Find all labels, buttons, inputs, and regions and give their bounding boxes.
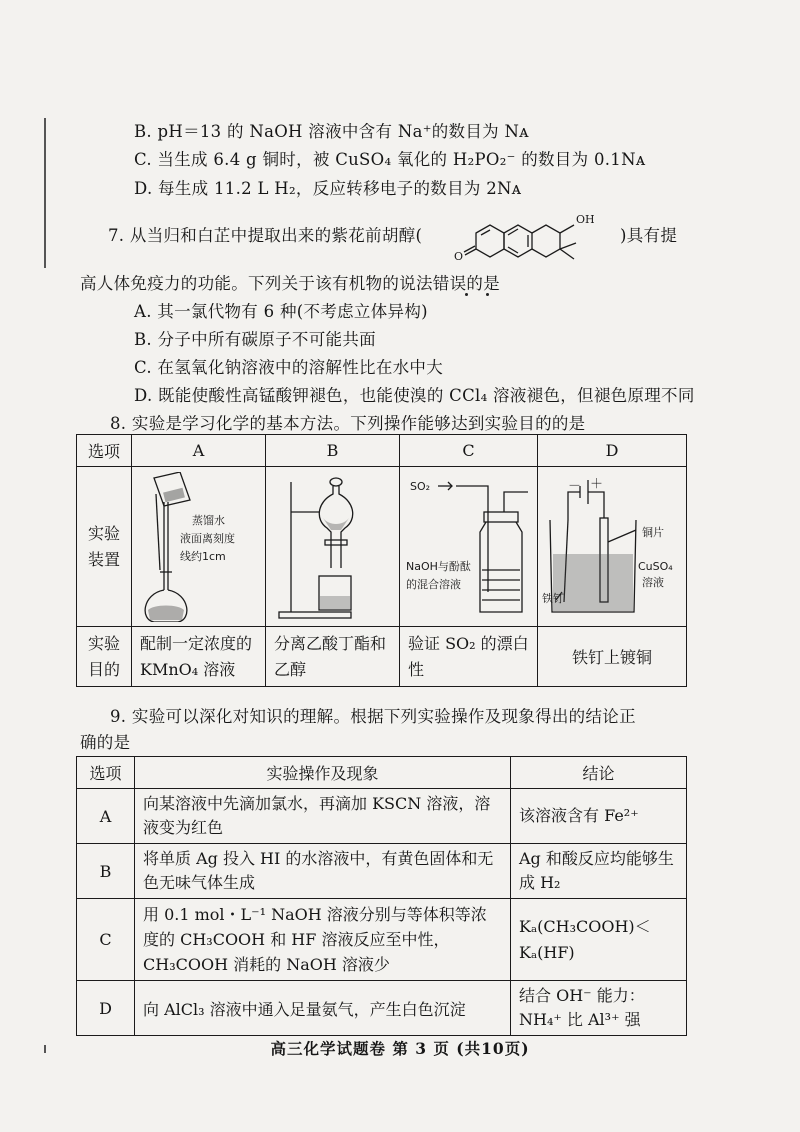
apparatus-d-solution-label2: 溶液 bbox=[642, 575, 664, 589]
table-header-cell: 结论 bbox=[511, 757, 687, 789]
q7-option-d: D. 既能使酸性高锰酸钾褪色，也能使溴的 CCl₄ 溶液褪色，但褪色原理不同 bbox=[134, 386, 695, 405]
emphasis-dot bbox=[465, 293, 468, 296]
apparatus-d-nail-label: 铁钉 bbox=[542, 591, 564, 605]
carbonyl-oxygen-label: O bbox=[454, 250, 464, 263]
operation-cell: 向某溶液中先滴加氯水，再滴加 KSCN 溶液，溶液变为红色 bbox=[135, 789, 511, 844]
table-row bbox=[77, 789, 687, 844]
table-header-cell: A bbox=[132, 435, 266, 467]
molecule-structure-figure bbox=[446, 203, 626, 263]
option-cell: D bbox=[77, 981, 135, 1036]
apparatus-d-cell bbox=[538, 467, 687, 627]
volumetric-flask-figure bbox=[134, 472, 264, 622]
q6-option-d: D. 每生成 11.2 L H₂，反应转移电子的数目为 2Nᴀ bbox=[134, 179, 522, 198]
q9-stem-line1: 9. 实验可以深化对知识的理解。根据下列实验操作及现象得出的结论正 bbox=[110, 707, 636, 726]
conclusion-cell: 该溶液含有 Fe²⁺ bbox=[511, 789, 687, 844]
operation-cell: 用 0.1 mol・L⁻¹ NaOH 溶液分别与等体积等浓度的 CH₃COOH 和 HF 溶液反应至中性，CH₃COOH 消耗的 NaOH 溶液少 bbox=[135, 899, 511, 981]
apparatus-c-gas-label: SO₂ bbox=[409, 479, 430, 493]
table-row bbox=[77, 981, 687, 1036]
q7-option-c: C. 在氢氧化钠溶液中的溶解性比在水中大 bbox=[134, 358, 444, 377]
apparatus-c-solution-label: NaOH与酚酞 bbox=[405, 559, 471, 573]
apparatus-d-copper-label: 铜片 bbox=[642, 525, 664, 539]
q9-conclusion-table bbox=[76, 756, 687, 1036]
electroplating-figure bbox=[542, 472, 682, 622]
table-header-cell: 实验操作及现象 bbox=[135, 757, 511, 789]
apparatus-c-solution-label2: 的混合溶液 bbox=[405, 577, 461, 591]
binding-margin-mark bbox=[44, 118, 46, 268]
operation-cell: 向 AlCl₃ 溶液中通入足量氨气，产生白色沉淀 bbox=[135, 981, 511, 1036]
q9-stem-line2: 确的是 bbox=[80, 733, 131, 752]
apparatus-d-solution-label: CuSO₄ bbox=[638, 559, 673, 573]
emphasis-dot bbox=[486, 293, 489, 296]
table-row bbox=[77, 899, 687, 981]
apparatus-a-label-water: 蒸馏水 bbox=[192, 513, 225, 527]
conclusion-cell: Kₐ(CH₃COOH)＜Kₐ(HF) bbox=[511, 899, 687, 981]
row-label-apparatus: 实验装置 bbox=[77, 467, 132, 627]
table-row bbox=[77, 844, 687, 899]
q7-option-b: B. 分子中所有碳原子不可能共面 bbox=[134, 330, 376, 349]
gas-washing-bottle-figure bbox=[404, 472, 534, 622]
option-cell: C bbox=[77, 899, 135, 981]
apparatus-a-label-mark: 线约1cm bbox=[180, 549, 226, 563]
purpose-b: 分离乙酸丁酯和乙醇 bbox=[266, 627, 400, 687]
hydroxyl-label: OH bbox=[576, 213, 595, 226]
q6-option-b: B. pH＝13 的 NaOH 溶液中含有 Na⁺的数目为 Nᴀ bbox=[134, 122, 529, 141]
q7-option-a: A. 其一氯代物有 6 种(不考虑立体异构) bbox=[134, 302, 428, 321]
apparatus-d-positive-label: ＋ bbox=[590, 476, 604, 492]
apparatus-d-negative-label: － bbox=[568, 478, 582, 494]
conclusion-cell: Ag 和酸反应均能够生成 H₂ bbox=[511, 844, 687, 899]
page-footer: 高三化学试题卷 第 3 页 (共10页) bbox=[270, 1039, 530, 1058]
q7-stem-end: )具有提 bbox=[620, 226, 678, 245]
apparatus-a-label-level: 液面离刻度 bbox=[180, 531, 235, 545]
option-cell: B bbox=[77, 844, 135, 899]
table-header-cell: C bbox=[400, 435, 538, 467]
conclusion-cell: 结合 OH⁻ 能力：NH₄⁺ 比 Al³⁺ 强 bbox=[511, 981, 687, 1036]
purpose-d: 铁钉上镀铜 bbox=[538, 627, 687, 687]
purpose-c: 验证 SO₂ 的漂白性 bbox=[400, 627, 538, 687]
row-label-purpose: 实验目的 bbox=[77, 627, 132, 687]
table-header-cell: 选项 bbox=[77, 435, 132, 467]
table-header-cell: D bbox=[538, 435, 687, 467]
apparatus-b-cell bbox=[266, 467, 400, 627]
table-header-cell: 选项 bbox=[77, 757, 135, 789]
table-header-cell: B bbox=[266, 435, 400, 467]
q7-stem-start: 7. 从当归和白芷中提取出来的紫花前胡醇( bbox=[108, 226, 423, 245]
separatory-funnel-figure bbox=[273, 472, 393, 622]
q6-option-c: C. 当生成 6.4 g 铜时，被 CuSO₄ 氧化的 H₂PO₂⁻ 的数目为 0.1Nᴀ bbox=[134, 150, 646, 169]
purpose-a: 配制一定浓度的 KMnO₄ 溶液 bbox=[132, 627, 266, 687]
q7-stem-line2: 高人体免疫力的功能。下列关于该有机物的说法错误的是 bbox=[80, 274, 500, 293]
apparatus-a-cell bbox=[132, 467, 266, 627]
q8-stem: 8. 实验是学习化学的基本方法。下列操作能够达到实验目的的是 bbox=[110, 414, 586, 433]
option-cell: A bbox=[77, 789, 135, 844]
apparatus-c-cell bbox=[400, 467, 538, 627]
operation-cell: 将单质 Ag 投入 HI 的水溶液中，有黄色固体和无色无味气体生成 bbox=[135, 844, 511, 899]
q8-apparatus-table bbox=[76, 434, 687, 687]
